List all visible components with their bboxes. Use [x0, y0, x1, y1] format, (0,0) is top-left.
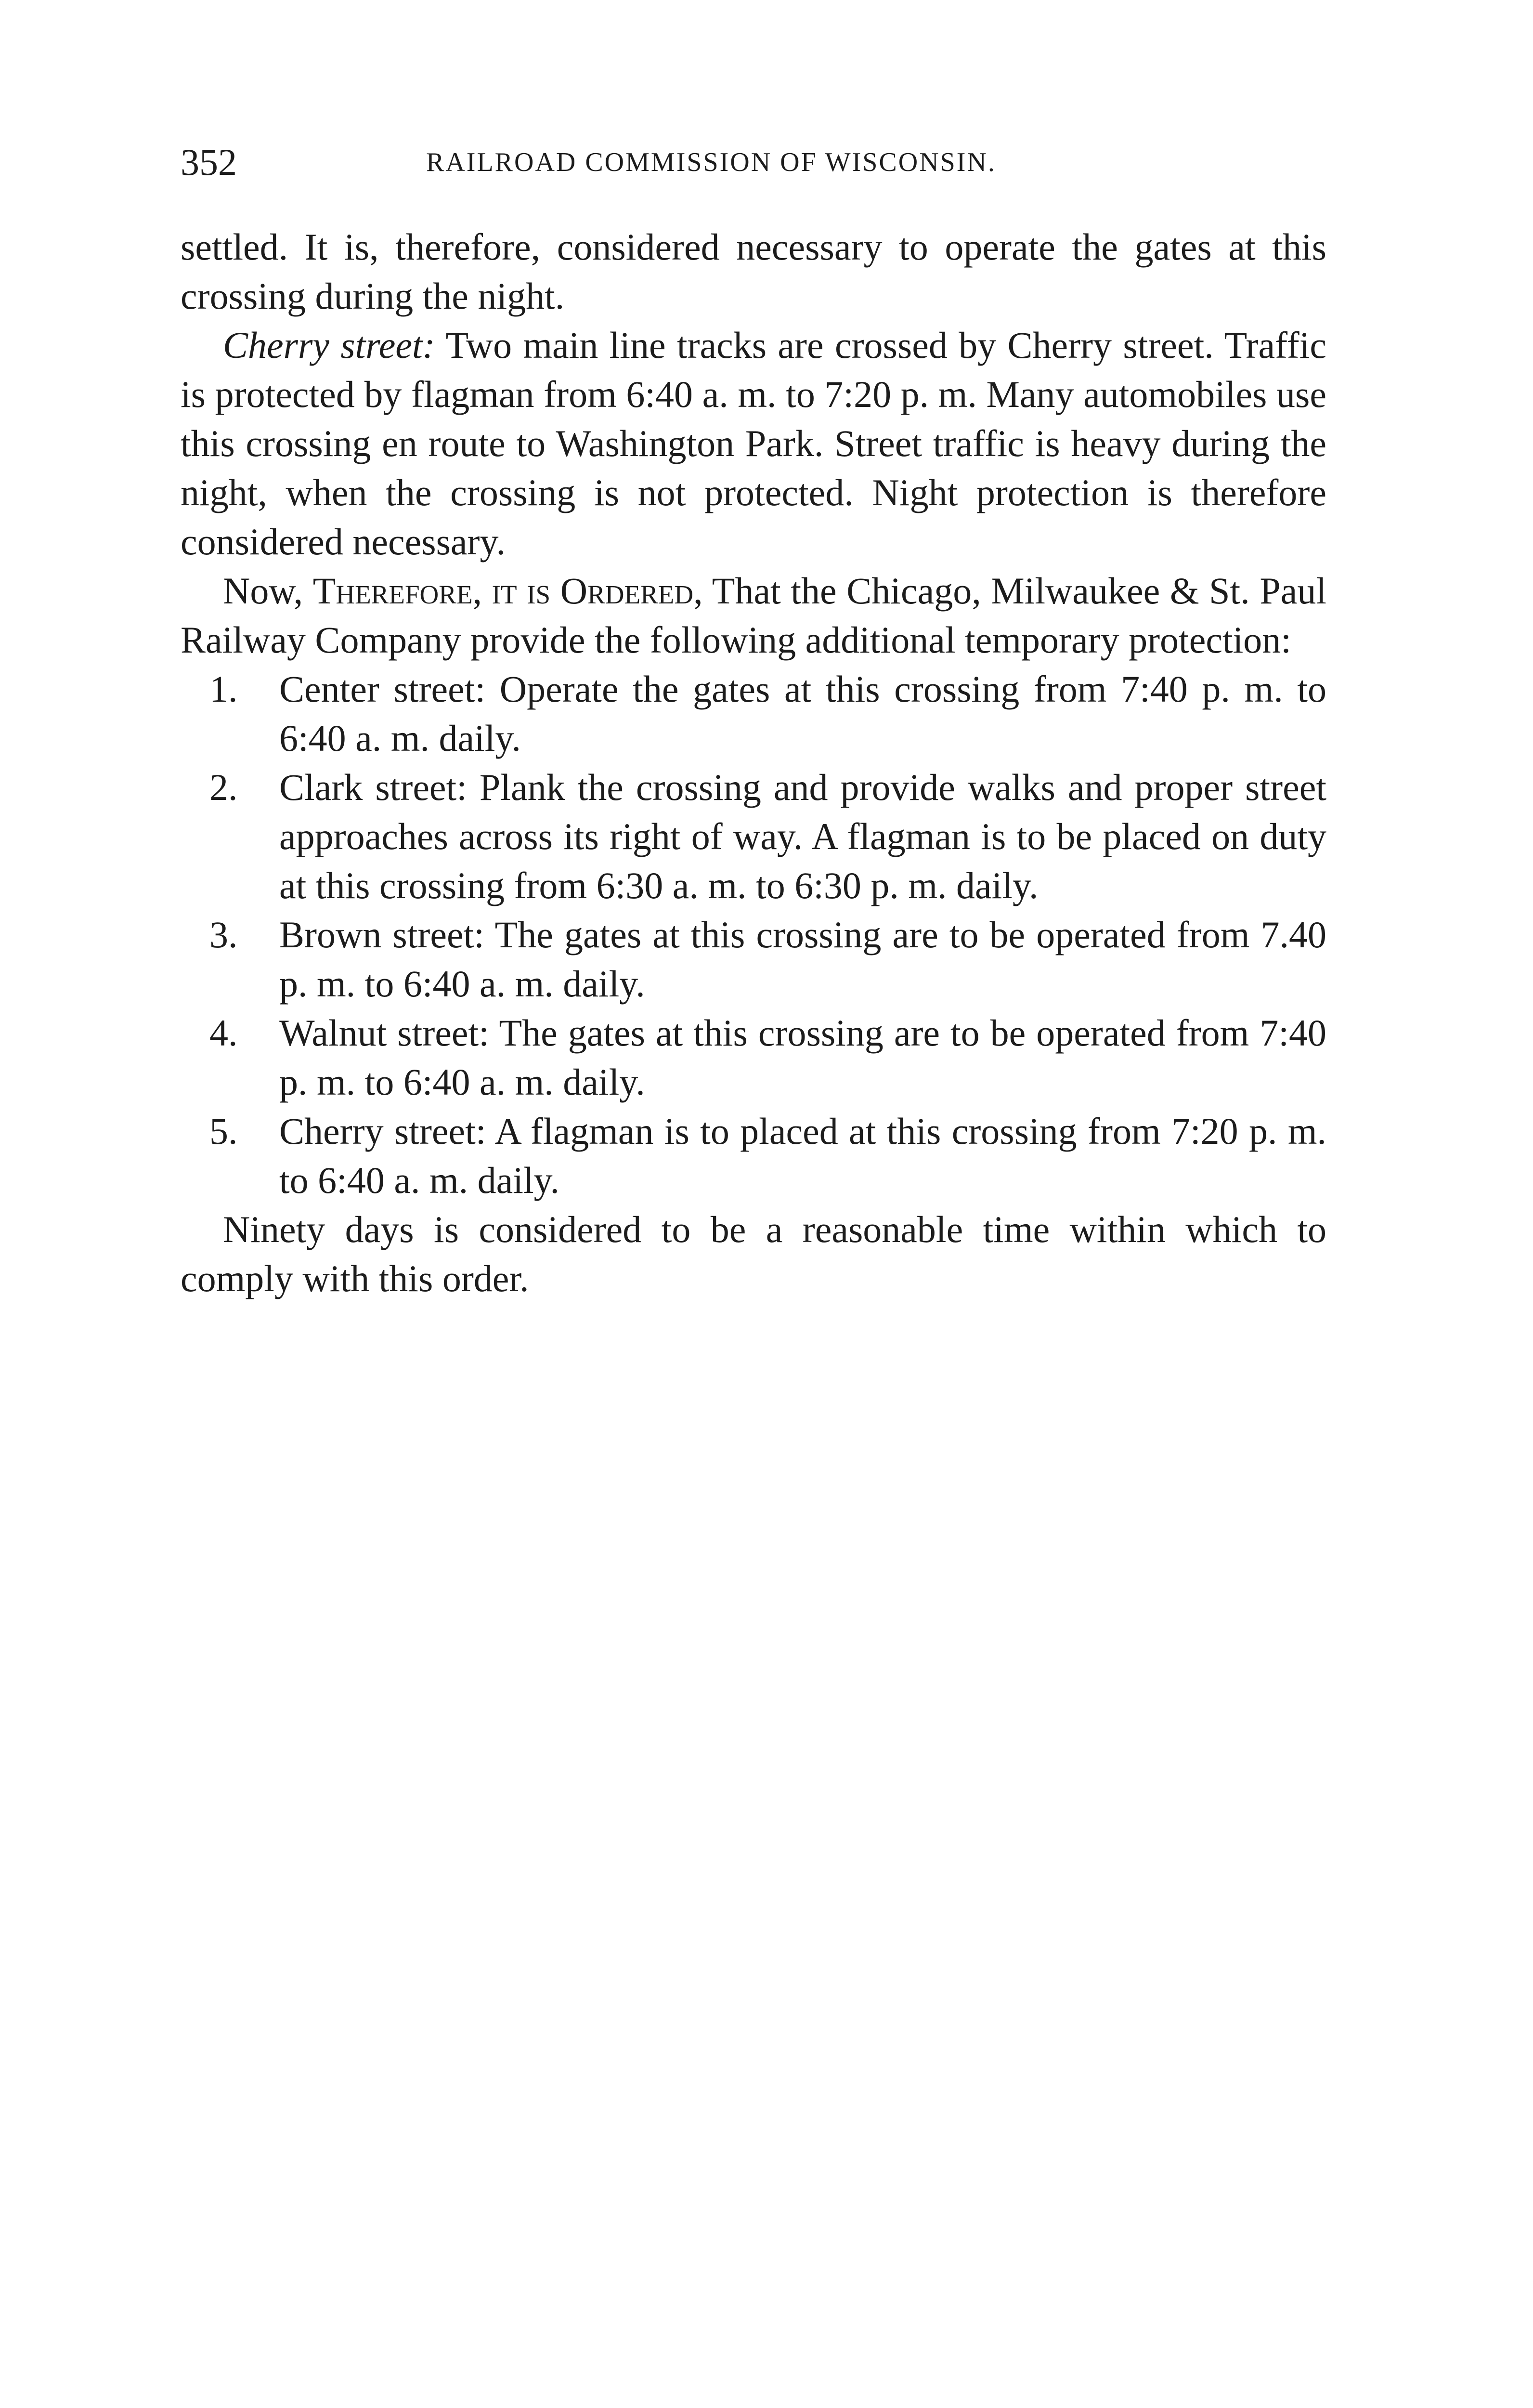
running-head: RAILROAD COMMISSION OF WISCONSIN.: [426, 147, 996, 177]
list-item-text: Walnut street: The gates at this crossing are to be operated from 7:40 p. m. to 6:40 a. m. daily.: [279, 1012, 1326, 1103]
list-item-number: 2.: [209, 766, 238, 808]
list-item-text: Center street: Operate the gates at this crossing from 7:40 p. m. to 6:40 a. m. daily.: [279, 668, 1326, 759]
list-item-number: 5.: [209, 1110, 238, 1152]
order-therefore: Therefore, it is Ordered,: [312, 570, 703, 612]
paragraph-settled: settled. It is, therefore, considered necessary to operate the gates at this crossing during the night.: [181, 226, 1326, 317]
body-text: [181, 222, 1326, 1303]
cherry-street-label: Cherry street:: [223, 324, 435, 366]
order-text: That the Chicago, Milwaukee & St. Paul Railway Company provide the following additional temporary protection:: [181, 570, 1326, 661]
paragraph-final: Ninety days is considered to be a reasonable time within which to comply with this order.: [181, 1208, 1326, 1299]
page-number: 352: [181, 141, 237, 183]
paragraph-cherry-street: [181, 321, 1326, 566]
protection-list: [181, 665, 1326, 1205]
list-item-text: Brown street: The gates at this crossing are to be operated from 7.40 p. m. to 6:40 a. m. daily.: [279, 914, 1326, 1005]
page-header: [181, 136, 1336, 189]
list-item: [181, 1008, 1326, 1107]
list-item: [181, 763, 1326, 910]
list-item-text: Clark street: Plank the crossing and provide walks and proper street approaches across its right of way. A flagman is to be placed on duty at this crossing from 6:30 a. m. to 6:30 p. m. daily.: [279, 766, 1326, 906]
list-item: [181, 665, 1326, 763]
cherry-street-text: Two main line tracks are crossed by Cherry street. Traffic is protected by flagman from 6:40 a. m. to 7:20 p. m. Many automobiles use this crossing en route to Washington Park. Street traffic is heavy during the night, when the crossing is not protected. Night protection is therefore considered necessary.: [181, 324, 1326, 563]
list-item: [181, 1107, 1326, 1205]
list-item-text: Cherry street: A flagman is to placed at this crossing from 7:20 p. m. to 6:40 a. m. daily.: [279, 1110, 1326, 1201]
list-item: [181, 910, 1326, 1008]
order-now: Now,: [223, 570, 313, 612]
list-item-number: 4.: [209, 1012, 238, 1054]
list-item-number: 1.: [209, 668, 238, 710]
paragraph-order: [181, 566, 1326, 665]
list-item-number: 3.: [209, 914, 238, 955]
